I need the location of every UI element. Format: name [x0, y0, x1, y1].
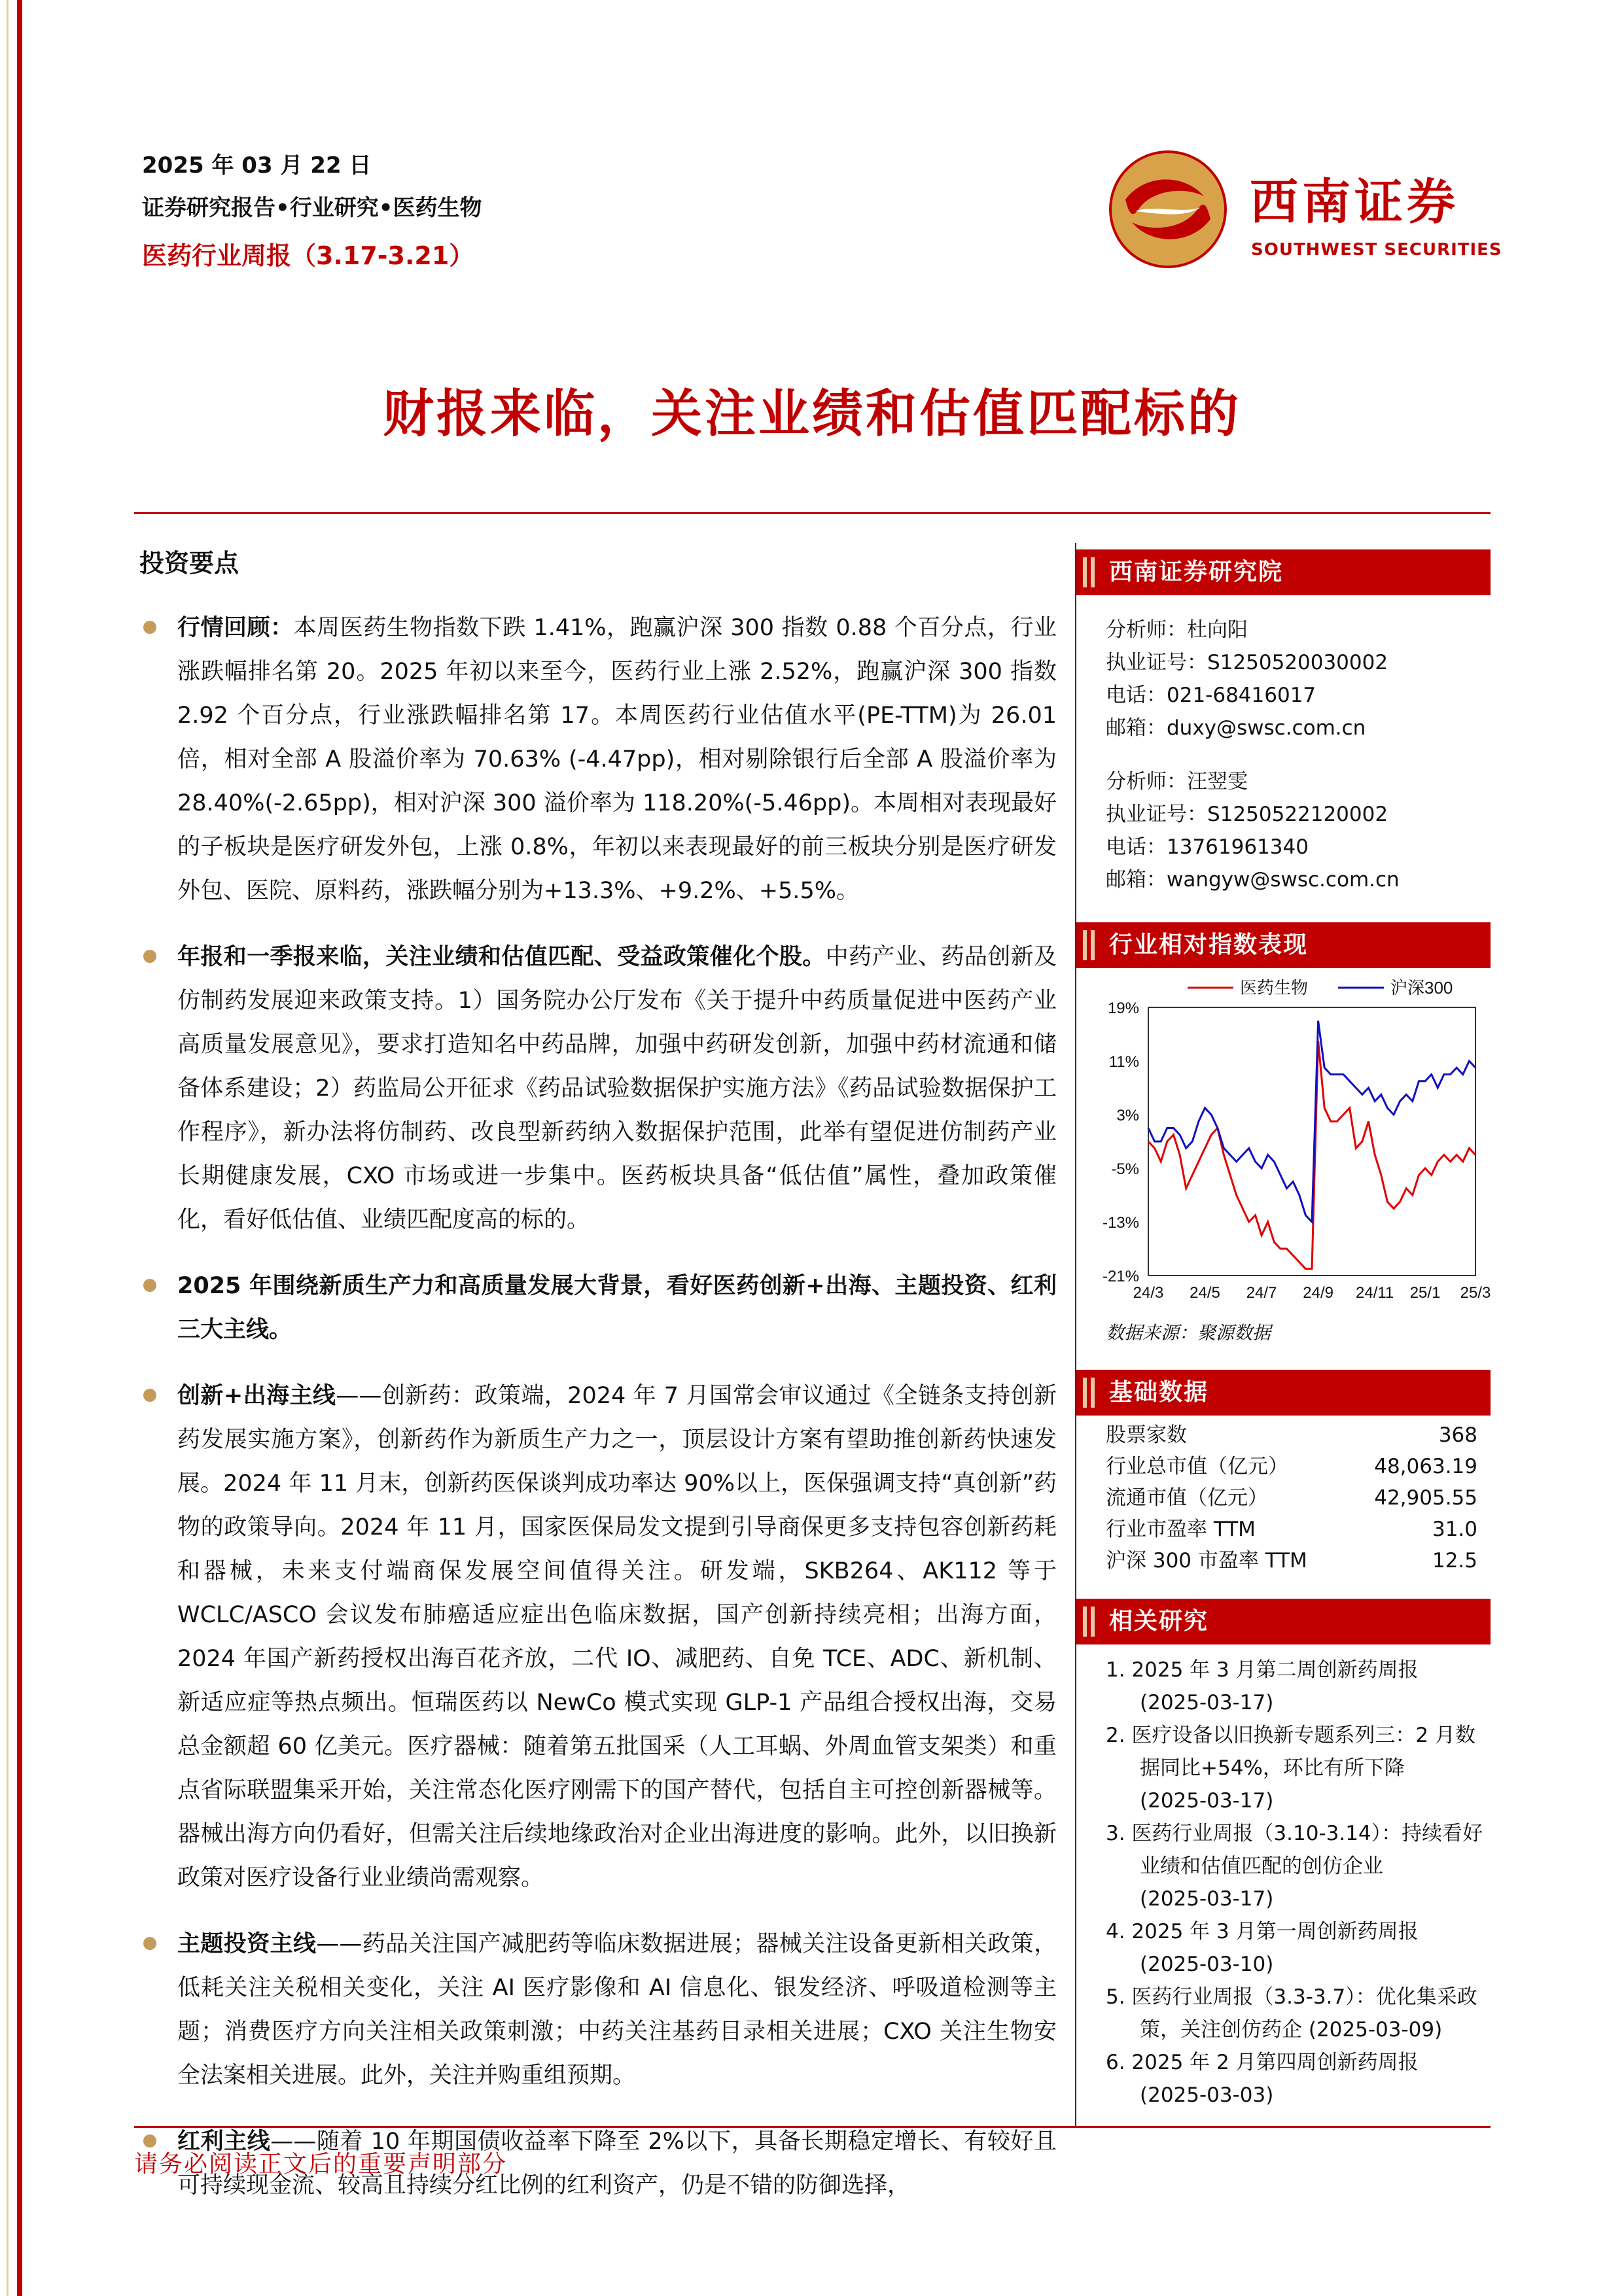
basic-data-label: 股票家数 [1106, 1423, 1187, 1447]
report-title: 财报来临，关注业绩和估值匹配标的 [382, 384, 1241, 444]
section-title: 投资要点 [139, 549, 239, 578]
logo-chinese-name: 西南证券 [1250, 174, 1459, 230]
basic-data-value: 368 [1438, 1423, 1477, 1447]
basic-data-value: 31.0 [1432, 1518, 1477, 1541]
chart-x-tick-label: 24/11 [1356, 1284, 1394, 1302]
chart-source: 数据来源：聚源数据 [1106, 1322, 1271, 1344]
analyst-1-phone: 电话：021-68416017 [1106, 684, 1316, 707]
chart-x-tick-label: 24/3 [1133, 1284, 1164, 1302]
analyst-2-email[interactable]: 邮箱：wangyw@swsc.com.cn [1106, 868, 1400, 892]
related-title: 1. 2025 年 3 月第二周创新药周报 [1106, 1658, 1419, 1682]
related-date: (2025-03-17) [1140, 1887, 1274, 1911]
related-item-4[interactable] [1076, 1915, 1491, 1981]
related-title-cont: 据同比+54%，环比有所下降 [1140, 1756, 1405, 1780]
analyst-1-email[interactable]: 邮箱：duxy@swsc.com.cn [1106, 716, 1366, 740]
related-title: 6. 2025 年 2 月第四周创新药周报 [1106, 2051, 1419, 2074]
bullet-market-review [134, 606, 1057, 913]
related-title: 4. 2025 年 3 月第一周创新药周报 [1106, 1920, 1419, 1943]
report-date: 2025 年 03 月 22 日 [142, 152, 372, 179]
chart-y-tick-label: 11% [1108, 1053, 1139, 1071]
bullet-thematic [134, 1922, 1057, 2098]
logo-english-name: SOUTHWEST SECURITIES [1251, 240, 1502, 260]
related-item-1[interactable] [1076, 1654, 1491, 1719]
chart-y-tick-label: -13% [1102, 1214, 1139, 1232]
analyst-1-cert: 执业证号：S1250520030002 [1106, 651, 1388, 674]
chart-x-tick-label: 24/7 [1246, 1284, 1277, 1302]
related-item-2[interactable] [1076, 1719, 1491, 1817]
chart-x-tick-label: 24/9 [1303, 1284, 1333, 1302]
related-research-heading: 相关研究 [1076, 1599, 1491, 1644]
basic-data-row [1076, 1514, 1491, 1545]
chart-heading: 行业相对指数表现 [1076, 922, 1491, 968]
related-date: (2025-03-10) [1140, 1953, 1274, 1976]
left-decorative-bar [0, 0, 30, 2296]
related-item-6[interactable] [1076, 2046, 1491, 2112]
investment-highlights [134, 543, 1057, 2230]
bullet-lead: 2025 年围绕新质生产力和高质量发展大背景，看好医药创新+出海、主题投资、红利三大主线。 [177, 1273, 1057, 1343]
related-date: (2025-03-03) [1140, 2083, 1274, 2107]
basic-data-label: 流通市值（亿元） [1106, 1486, 1268, 1510]
bullet-earnings [134, 935, 1057, 1242]
relative-index-chart [1076, 968, 1491, 1315]
related-title-cont: 业绩和估值匹配的创仿企业 [1140, 1854, 1383, 1878]
chart-svg [1076, 968, 1491, 1315]
basic-data-row [1076, 1451, 1491, 1482]
analyst-2-name: 分析师：汪翌雯 [1106, 770, 1248, 793]
report-type: 证券研究报告•行业研究•医药生物 [142, 195, 482, 221]
footer-disclaimer: 请务必阅读正文后的重要声明部分 [134, 2151, 508, 2178]
related-title-cont: 策，关注创仿药企 (2025-03-09) [1140, 2018, 1443, 2042]
basic-data-value: 48,063.19 [1374, 1455, 1477, 1478]
basic-data-label: 行业市盈率 TTM [1106, 1518, 1256, 1541]
bullet-innovation [134, 1374, 1057, 1900]
related-date: (2025-03-17) [1140, 1789, 1274, 1813]
analyst-1-name: 分析师：杜向阳 [1106, 618, 1248, 642]
chart-x-tick-label: 24/5 [1190, 1284, 1220, 1302]
bullet-text: 中药产业、药品创新及仿制药发展迎来政策支持。1）国务院办公厅发布《关于提升中药质量促进中医药产业高质量发展意见》，要求打造知名中药品牌，加强中药研发创新，加强中药材流通和储备体系建设；2）药监局公开征求《药品试验数据保护实施方法》《药品试验数据保护工作程序》，新办法将仿制药、改良型新药纳入数据保护范围，此举有望促进仿制药产业长期健康发展，CXO 市场或进一步集中。医药板块具备“低估值”属性，叠加政策催化，看好低估值、业绩匹配度高的标的。 [177, 944, 1057, 1233]
chart-series-line [1148, 1021, 1475, 1223]
company-logo [1106, 147, 1511, 265]
institute-heading: 西南证券研究院 [1076, 549, 1491, 595]
title-divider [134, 512, 1491, 514]
report-series: 医药行业周报（3.17-3.21） [142, 241, 474, 270]
related-title: 5. 医药行业周报（3.3-3.7）：优化集采政 [1106, 1985, 1477, 2009]
bullet-lead: 红利主线 [177, 2129, 271, 2155]
bullet-lead: 年报和一季报来临，关注业绩和估值匹配、受益政策催化个股。 [177, 944, 826, 970]
bullet-text: ——创新药：政策端，2024 年 7 月国常会审议通过《全链条支持创新药发展实施方案》，创新药作为新质生产力之一，顶层设计方案有望助推创新药快速发展。2024 年 11 月末，创新药医保谈判成功率达 90%以上，医保强调支持“真创新”药物的政策导向。2024 年 11 月，国家医保局发文提到引导商保更多支持包容创新药耗和器械，未来支付端商保发展空间值得关注。研发端，SKB264、AK112 等于 WCLC/ASCO 会议发布肺癌适应症出色临床数据，国产创新持续亮相；出海方面，2024 年国产新药授权出海百花齐放，二代 IO、减肥药、自免 TCE、ADC、新机制、新适应症等热点频出。恒瑞医药以 NewCo 模式实现 GLP-1 产品组合授权出海，交易总金额超 60 亿美元。医疗器械：随着第五批国采（人工耳蜗、外周血管支架类）和重点省际联盟集采开始，关注常态化医疗刚需下的国产替代，包括自主可控创新器械等。器械出海方向仍看好，但需关注后续地缘政治对企业出海进度的影响。此外，以旧换新政策对医疗设备行业业绩尚需观察。 [177, 1383, 1057, 1891]
basic-data-value: 42,905.55 [1374, 1486, 1477, 1510]
chart-x-tick-label: 25/3 [1460, 1284, 1491, 1302]
related-item-3[interactable] [1076, 1817, 1491, 1915]
related-title: 2. 医疗设备以旧换新专题系列三：2 月数 [1106, 1724, 1476, 1747]
basic-data-row [1076, 1545, 1491, 1576]
basic-data-heading: 基础数据 [1076, 1370, 1491, 1416]
related-item-5[interactable] [1076, 1981, 1491, 2046]
basic-data-value: 12.5 [1432, 1549, 1477, 1573]
chart-legend-label: 沪深300 [1390, 978, 1453, 998]
chart-y-tick-label: 19% [1107, 1000, 1139, 1017]
analyst-2-cert: 执业证号：S1250522120002 [1106, 803, 1388, 826]
logo-emblem-icon [1106, 147, 1230, 271]
sidebar [1076, 549, 1491, 2112]
chart-series-line [1148, 1041, 1475, 1269]
chart-y-tick-label: -5% [1111, 1160, 1139, 1178]
basic-data-label: 行业总市值（亿元） [1106, 1455, 1288, 1478]
bullet-lead: 主题投资主线 [177, 1931, 317, 1957]
bullet-lead: 创新+出海主线 [177, 1383, 336, 1409]
related-date: (2025-03-17) [1140, 1691, 1274, 1714]
bullet-three-themes [134, 1264, 1057, 1352]
basic-data-row [1076, 1419, 1491, 1451]
analyst-2-phone: 电话：13761961340 [1106, 835, 1309, 859]
bullet-text: 本周医药生物指数下跌 1.41%，跑赢沪深 300 指数 0.88 个百分点，行业涨跌幅排名第 20。2025 年初以来至今，医药行业上涨 2.52%，跑赢沪深 300 指数 2.92 个百分点，行业涨跌幅排名第 17。本周医药行业估值水平(PE-TTM)为 26.01 倍，相对全部 A 股溢价率为 70.63% (-4.47pp)，相对剔除银行后全部 A 股溢价率为 28.40%(-2.65pp)，相对沪深 300 溢价率为 118.20%(-5.46pp)。本周相对表现最好的子板块是医疗研发外包，上涨 0.8%，年初以来表现最好的前三板块分别是医疗研发外包、医院、原料药，涨跌幅分别为+13.3%、+9.2%、+5.5%。 [177, 615, 1057, 904]
related-title: 3. 医药行业周报（3.10-3.14）：持续看好 [1106, 1822, 1483, 1845]
chart-y-tick-label: 3% [1116, 1107, 1139, 1124]
bullet-lead: 行情回顾： [177, 615, 294, 641]
chart-y-tick-label: -21% [1102, 1268, 1139, 1285]
chart-x-tick-label: 25/1 [1409, 1284, 1441, 1302]
bullet-text: ——药品关注国产减肥药等临床数据进展；器械关注设备更新相关政策，低耗关注关税相关变化，关注 AI 医疗影像和 AI 信息化、银发经济、呼吸道检测等主题；消费医疗方向关注相关政策刺激；中药关注基药目录相关进展；CXO 关注生物安全法案相关进展。此外，关注并购重组预期。 [177, 1931, 1057, 2089]
basic-data-label: 沪深 300 市盈率 TTM [1106, 1549, 1307, 1573]
footer-divider [134, 2126, 1491, 2128]
chart-legend-label: 医药生物 [1240, 978, 1309, 998]
basic-data-row [1076, 1482, 1491, 1514]
bullet-text: ——随着 10 年期国债收益率下降至 2%以下，具备长期稳定增长、有较好且可持续现金流、较高且持续分红比例的红利资产，仍是不错的防御选择， [177, 2129, 1057, 2199]
